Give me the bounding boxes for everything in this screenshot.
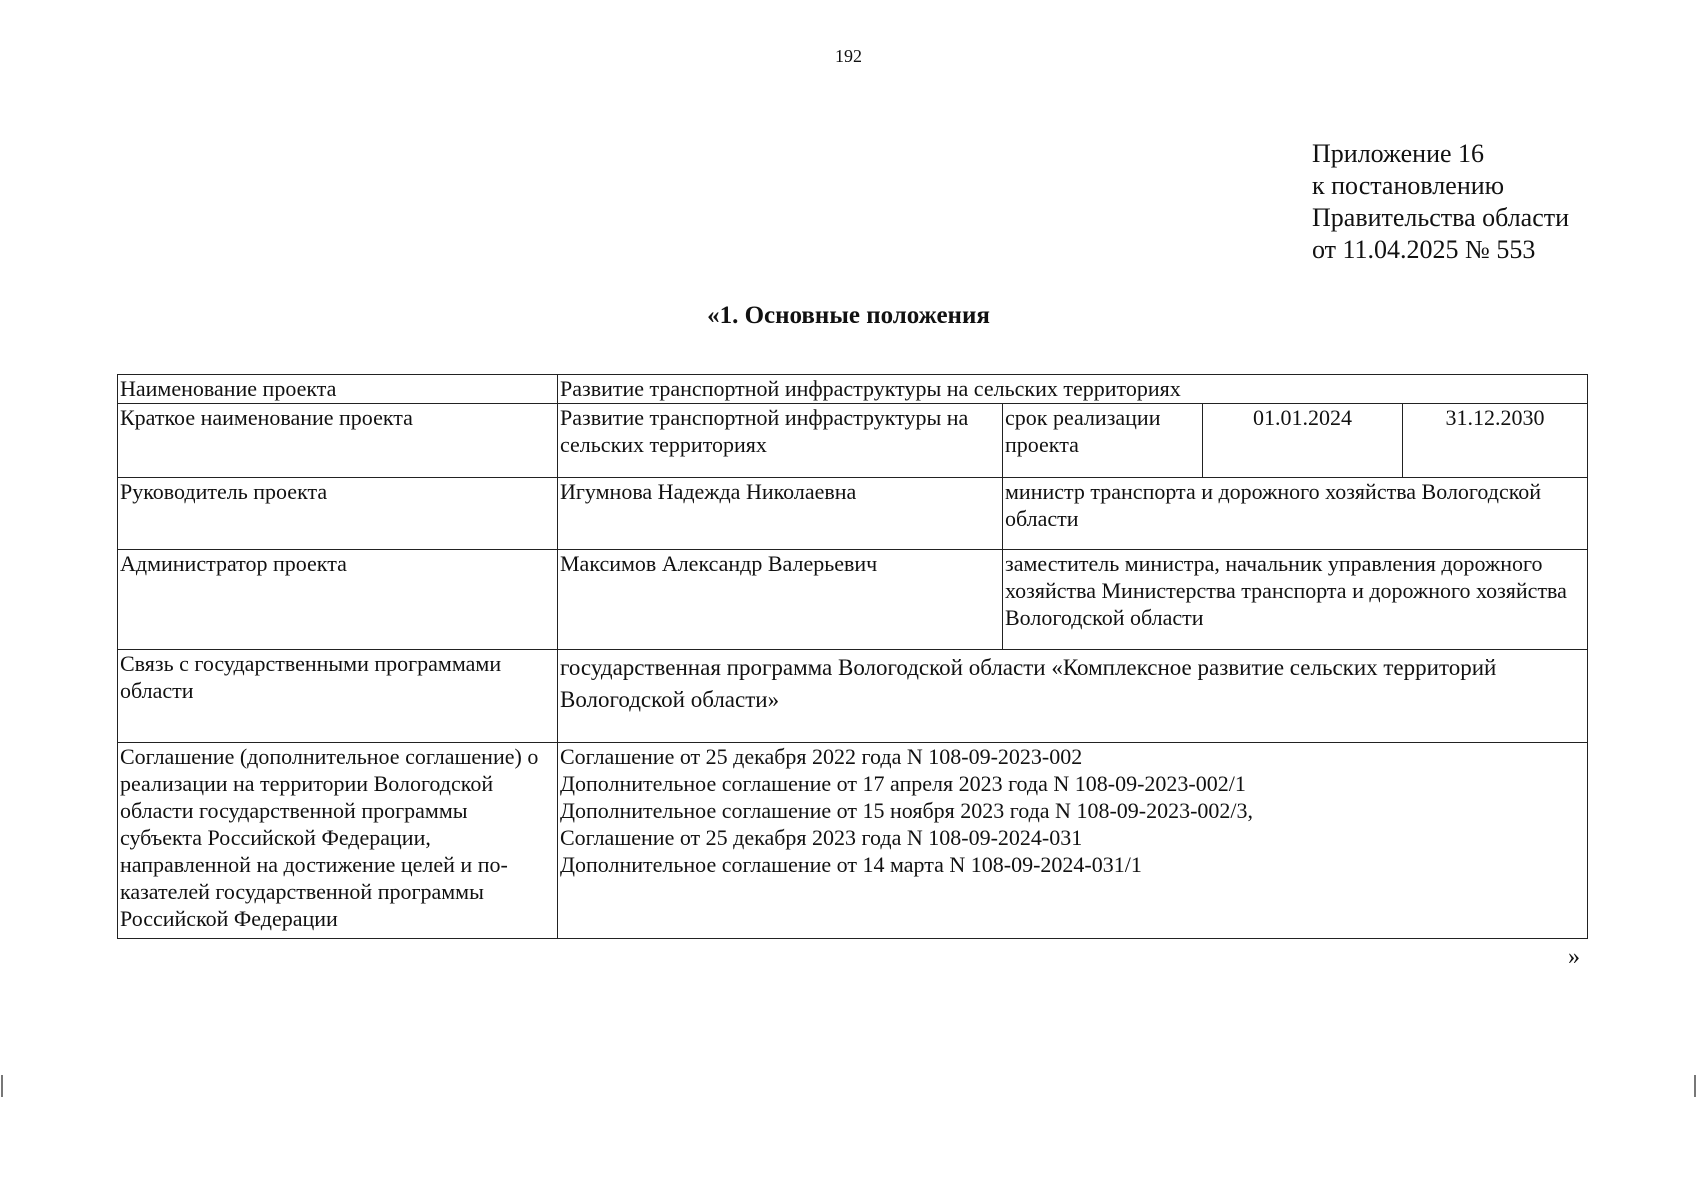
scan-margin-mark-right [1694,1075,1696,1097]
label-state-programs: Связь с государственными программами области [118,650,558,743]
value-state-programs: государственная программа Вологодской области «Комплексное развитие сельских территорий Вологодской области» [558,650,1588,743]
label-project-head: Руководитель проекта [118,478,558,550]
period-end-date: 31.12.2030 [1403,404,1588,478]
label-agreements: Соглашение (дополнительное соглашение) о реализации на территории Вологодской области государственной программы субъекта Российской Федерации, направленной на достижение целей и показателей государственной программы Российской Федерации [118,743,558,939]
table-row-agreements [118,743,1588,939]
value-project-admin-position: заместитель министра, начальник управления дорожного хозяйства Министерства транспорта и дорожного хозяйства Вологодской области [1003,550,1588,650]
agreement-item: Дополнительное соглашение от 15 ноября 2023 года N 108-09-2023-002/3, [560,798,1254,823]
agreement-item: Дополнительное соглашение от 17 апреля 2023 года N 108-09-2023-002/1 [560,771,1246,796]
section-title: «1. Основные положения [707,302,990,329]
period-start-date: 01.01.2024 [1203,404,1403,478]
label-project-name: Наименование проекта [118,375,558,404]
agreement-item: Соглашение от 25 декабря 2022 года N 108-09-2023-002 [560,744,1083,769]
table-row-project-name [118,375,1588,404]
page-number: 192 [835,46,862,66]
agreement-item: Соглашение от 25 декабря 2023 года N 108-09-2024-031 [560,825,1083,850]
appendix-line-1: Приложение 16 [1312,139,1485,168]
table-row-project-admin [118,550,1588,650]
value-short-name: Развитие транспортной инфраструктуры на сельских территориях [558,404,1003,478]
agreement-item: Дополнительное соглашение от 14 марта N 108-09-2024-031/1 [560,852,1142,877]
value-agreements [558,743,1588,939]
table-row-state-programs [118,650,1588,743]
project-info-table [117,374,1588,939]
table-row-project-head [118,478,1588,550]
appendix-line-2: к постановлению [1312,171,1505,200]
value-project-name: Развитие транспортной инфраструктуры на сельских территориях [558,375,1588,404]
value-project-head-position: министр транспорта и дорожного хозяйства Вологодской области [1003,478,1588,550]
appendix-line-3: Правительства области [1312,203,1570,232]
label-short-name: Краткое наименование проекта [118,404,558,478]
value-project-admin-name: Максимов Александр Валерьевич [558,550,1003,650]
label-project-admin: Администратор проекта [118,550,558,650]
table-row-short-name [118,404,1588,478]
closing-quote: » [1568,944,1580,970]
label-period: срок реализации проекта [1003,404,1203,478]
appendix-line-4: от 11.04.2025 № 553 [1312,235,1536,264]
appendix-note [1312,138,1569,266]
value-project-head-name: Игумнова Надежда Николаевна [558,478,1003,550]
scan-margin-mark-left [1,1075,3,1097]
